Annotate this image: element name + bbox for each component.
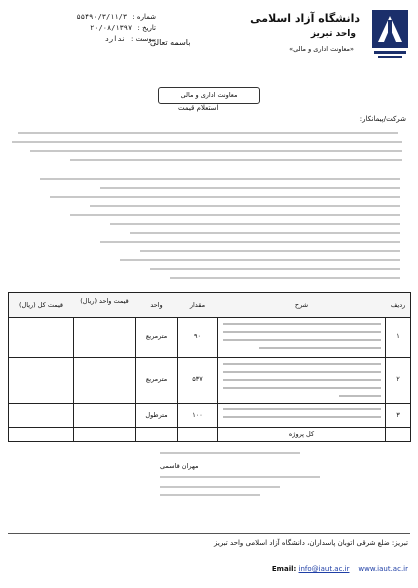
- department-seal: معاونت اداری و مالی: [158, 87, 260, 104]
- header-unit-price: قیمت واحد (ریال): [80, 297, 129, 305]
- table-row: [9, 403, 410, 428]
- letter-number: [28, 12, 156, 23]
- row-quantity: ۱۰۰: [192, 411, 203, 419]
- row-number: ۳: [396, 411, 400, 419]
- email-label: Email:: [271, 565, 297, 573]
- footer-address: تبریز: ضلع شرقی اتوبان پاسداران، دانشگاه آزاد اسلامی واحد تبریز: [214, 539, 408, 547]
- footer-divider: [8, 533, 410, 534]
- row-quantity: ۵۳۷: [192, 375, 203, 383]
- letter-meta: [28, 12, 156, 45]
- row-number: ۲: [396, 375, 400, 383]
- price-table: [8, 292, 411, 442]
- row-unit: مترطول: [145, 411, 168, 419]
- table-total-row: [9, 427, 410, 441]
- number-label: شماره :: [132, 13, 156, 21]
- letter-subject: استعلام قیمت: [178, 104, 219, 112]
- header-row-number: ردیف: [390, 301, 406, 309]
- row-unit: مترمربع: [145, 375, 168, 383]
- row-quantity: ۹۰: [194, 332, 201, 340]
- website-link[interactable]: www.iaut.ac.ir: [358, 565, 408, 573]
- row-unit: مترمربع: [145, 332, 168, 340]
- addressee: شرکت/پیمانکار:: [359, 115, 406, 123]
- signer-name: مهران قاسمی: [160, 462, 199, 470]
- number-value: ۵۵۴۹۰/۳/۱۱/۳: [76, 13, 128, 21]
- attachment-label: پیوست :: [131, 35, 156, 43]
- table-header: [9, 293, 410, 318]
- footer: [10, 537, 408, 576]
- date-label: تاریخ :: [137, 24, 156, 32]
- table-row: [9, 317, 410, 358]
- attachment-value: ندارد: [104, 35, 126, 43]
- header-unit: واحد: [150, 301, 163, 309]
- letter-attachment: [28, 34, 156, 45]
- footer-contact: [10, 563, 408, 576]
- date-value: ۲۰/۰۸/۱۳۹۷: [90, 24, 133, 32]
- letter-date: [28, 23, 156, 34]
- university-logo-icon: [370, 8, 410, 60]
- university-name: دانشگاه آزاد اسلامی: [250, 12, 360, 25]
- table-row: [9, 357, 410, 404]
- header-quantity: مقدار: [189, 301, 206, 309]
- letter-body: [10, 126, 408, 296]
- header-description: شرح: [294, 301, 309, 309]
- signature-block: [10, 444, 410, 504]
- basmala: باسمه تعالی: [150, 38, 191, 47]
- email-link[interactable]: info@iaut.ac.ir: [298, 565, 350, 573]
- branch-name: واحد تبریز: [310, 29, 356, 39]
- total-label: کل پروژه: [288, 430, 315, 438]
- header-total-price: قیمت کل (ریال): [18, 301, 64, 309]
- row-number: ۱: [396, 332, 400, 340]
- deputy-name: «معاونت اداری و مالی»: [289, 45, 354, 53]
